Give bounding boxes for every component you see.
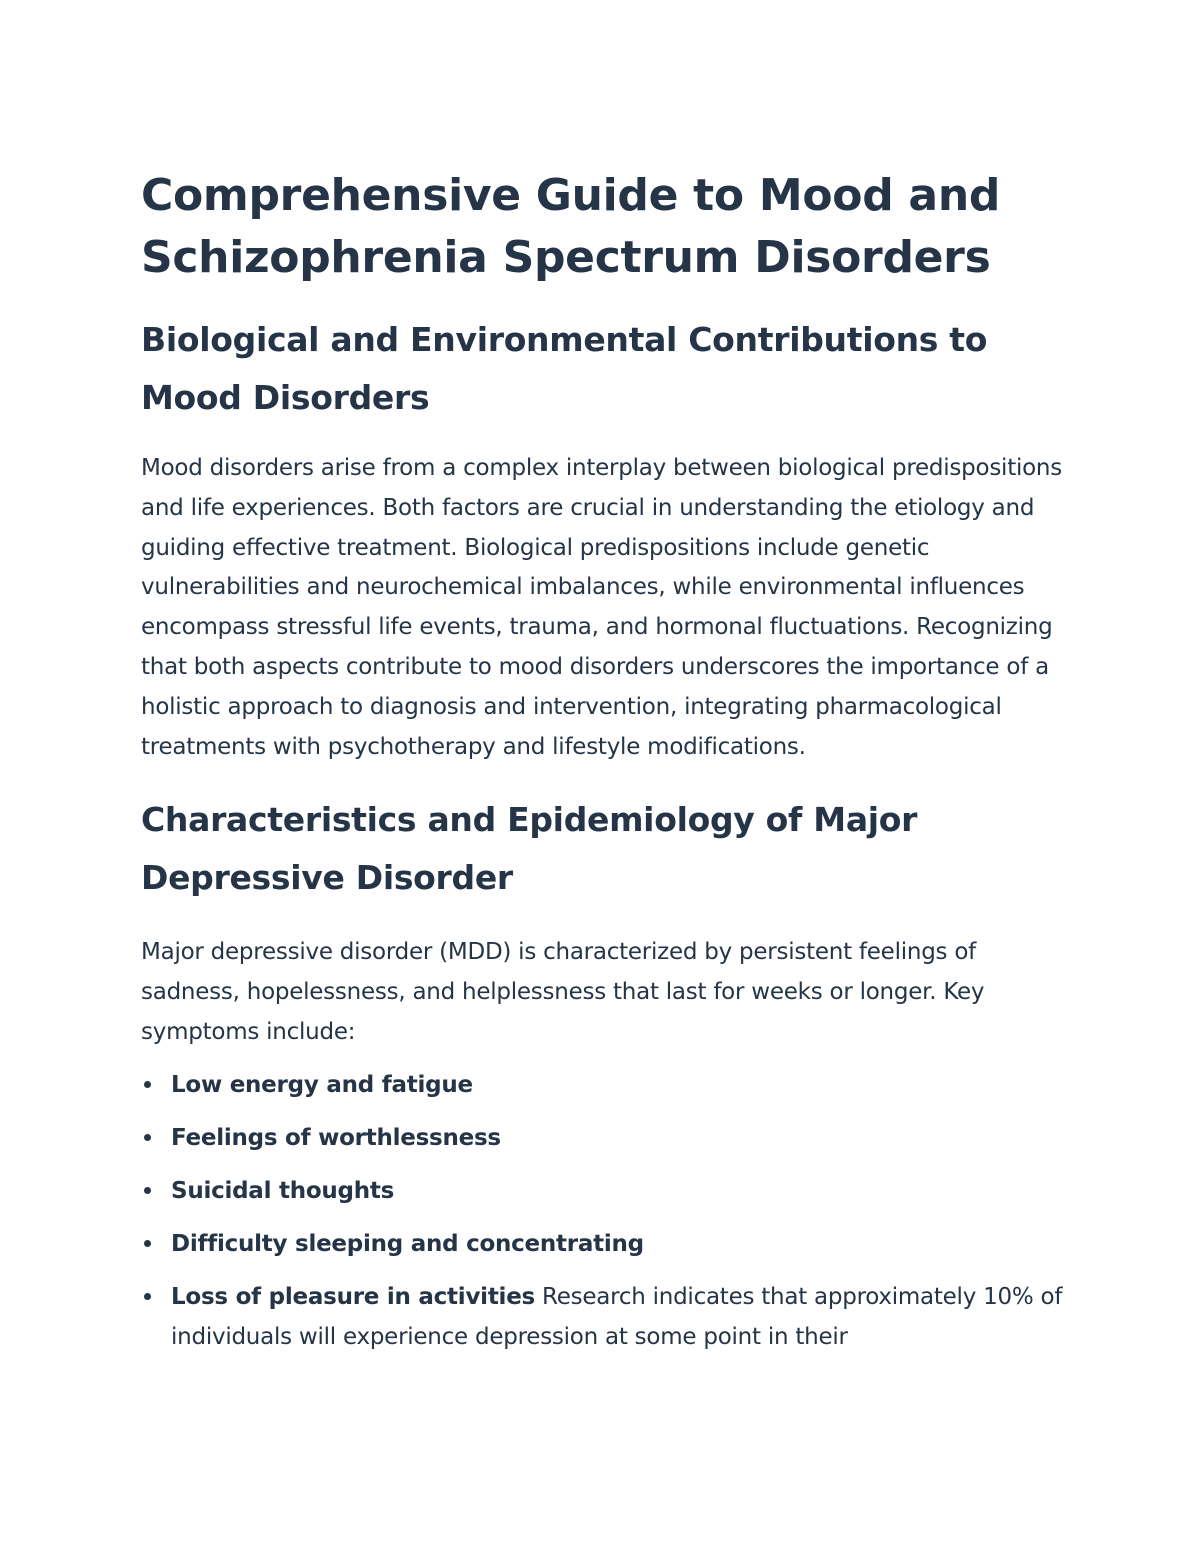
bullet-icon [144,1240,151,1247]
list-item [141,1065,1066,1105]
section-paragraph-biological-environmental: Mood disorders arise from a complex interplay between biological predispositions and life experiences. Both factors are crucial in understanding the etiology and guiding effective treatment. Biological predispositions include genetic vulnerabilities and neurochemical imbalances, while environmental influences encompass stressful life events, trauma, and hormonal fluctuations. Recognizing that both aspects contribute to mood disorders underscores the importance of a holistic approach to diagnosis and intervention, integrating pharmacological treatments with psychotherapy and lifestyle modifications. [141,455,1062,760]
bullet-icon [144,1293,151,1300]
section-heading-biological-environmental: Biological and Environmental Contributions to Mood Disorders [141,320,988,417]
symptom-list [141,1065,1066,1357]
list-item [141,1277,1066,1357]
list-item [141,1171,1066,1211]
list-item-text: Research indicates that approximately 10% of individuals will experience depression at some point in their [171,1283,1063,1350]
list-item [141,1118,1066,1158]
document-title: Comprehensive Guide to Mood and Schizophrenia Spectrum Disorders [141,170,1001,283]
list-item-bold: Loss of pleasure in activities [171,1283,535,1310]
section-paragraph-mdd: Major depressive disorder (MDD) is characterized by persistent feelings of sadness, hopelessness, and helplessness that last for weeks or longer. Key symptoms include: [141,939,985,1045]
list-item-bold: Difficulty sleeping and concentrating [171,1230,644,1257]
section-heading-mdd: Characteristics and Epidemiology of Major Depressive Disorder [141,800,918,898]
bullet-icon [144,1187,151,1194]
bullet-icon [144,1081,151,1088]
list-item-bold: Feelings of worthlessness [171,1124,501,1151]
list-item [141,1224,1066,1264]
bullet-icon [144,1134,151,1141]
list-item-bold: Suicidal thoughts [171,1177,395,1204]
list-item-bold: Low energy and fatigue [171,1071,473,1098]
document-page [141,165,1066,1370]
